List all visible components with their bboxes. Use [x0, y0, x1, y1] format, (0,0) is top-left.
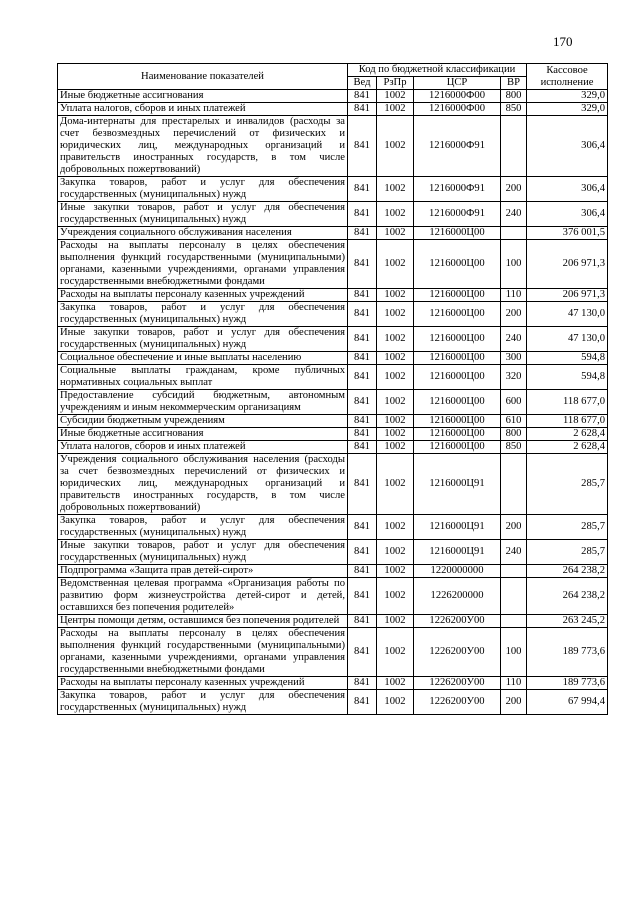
row-amount: 264 238,2	[527, 578, 608, 615]
row-ved: 841	[348, 415, 377, 428]
row-amount: 285,7	[527, 454, 608, 515]
row-rzpr: 1002	[377, 302, 414, 327]
row-vr	[501, 227, 527, 240]
row-name: Расходы на выплаты персоналу казенных учреждений	[58, 289, 348, 302]
table-row	[58, 240, 608, 289]
row-vr: 320	[501, 365, 527, 390]
table-row	[58, 365, 608, 390]
table-row	[58, 615, 608, 628]
row-name: Ведомственная целевая программа «Организация работы по развитию форм жизнеустройства детей-сирот и детей, оставшихся без попечения родителей»	[58, 578, 348, 615]
row-amount: 263 245,2	[527, 615, 608, 628]
row-amount: 67 994,4	[527, 690, 608, 715]
row-amount: 47 130,0	[527, 302, 608, 327]
row-csr: 1226200У00	[414, 690, 501, 715]
header-code-group: Код по бюджетной классификации	[348, 64, 527, 77]
table-row	[58, 628, 608, 677]
header-csr: ЦСР	[414, 77, 501, 90]
row-name: Предоставление субсидий бюджетным, автономным учреждениям и иным некоммерческим организациям	[58, 390, 348, 415]
row-vr: 850	[501, 103, 527, 116]
row-csr: 1216000Ц91	[414, 515, 501, 540]
row-vr: 100	[501, 628, 527, 677]
row-rzpr: 1002	[377, 578, 414, 615]
row-name: Учреждения социального обслуживания населения (расходы за счет безвозмездных перечислений от физических и юридических лиц, международных организаций и правительств иностранных государств, в том числе добровольных пожертвований)	[58, 454, 348, 515]
row-rzpr: 1002	[377, 116, 414, 177]
row-ved: 841	[348, 615, 377, 628]
row-rzpr: 1002	[377, 90, 414, 103]
row-name: Подпрограмма «Защита прав детей-сирот»	[58, 565, 348, 578]
table-row	[58, 454, 608, 515]
row-csr: 1216000Ц91	[414, 540, 501, 565]
row-amount: 2 628,4	[527, 428, 608, 441]
row-csr: 1226200У00	[414, 677, 501, 690]
row-vr: 850	[501, 441, 527, 454]
row-rzpr: 1002	[377, 390, 414, 415]
row-ved: 841	[348, 302, 377, 327]
row-csr: 1226200У00	[414, 615, 501, 628]
row-rzpr: 1002	[377, 227, 414, 240]
row-vr: 110	[501, 677, 527, 690]
row-rzpr: 1002	[377, 415, 414, 428]
table-row	[58, 177, 608, 202]
row-name: Центры помощи детям, оставшимся без попечения родителей	[58, 615, 348, 628]
row-amount: 594,8	[527, 352, 608, 365]
row-amount: 285,7	[527, 515, 608, 540]
row-ved: 841	[348, 202, 377, 227]
row-vr: 240	[501, 202, 527, 227]
row-rzpr: 1002	[377, 365, 414, 390]
row-rzpr: 1002	[377, 628, 414, 677]
row-name: Закупка товаров, работ и услуг для обеспечения государственных (муниципальных) нужд	[58, 302, 348, 327]
row-name: Учреждения социального обслуживания населения	[58, 227, 348, 240]
row-name: Иные бюджетные ассигнования	[58, 428, 348, 441]
row-vr: 800	[501, 90, 527, 103]
table-row	[58, 90, 608, 103]
row-csr: 1216000Ц91	[414, 454, 501, 515]
row-rzpr: 1002	[377, 327, 414, 352]
row-ved: 841	[348, 540, 377, 565]
header-rzpr: РзПр	[377, 77, 414, 90]
row-amount: 329,0	[527, 90, 608, 103]
row-csr: 1216000Ц00	[414, 327, 501, 352]
budget-table	[57, 63, 608, 715]
header-name: Наименование показателей	[58, 64, 348, 90]
row-name: Социальное обеспечение и иные выплаты населению	[58, 352, 348, 365]
row-amount: 594,8	[527, 365, 608, 390]
row-name: Закупка товаров, работ и услуг для обеспечения государственных (муниципальных) нужд	[58, 515, 348, 540]
row-amount: 118 677,0	[527, 415, 608, 428]
row-ved: 841	[348, 628, 377, 677]
row-vr: 610	[501, 415, 527, 428]
row-csr: 1220000000	[414, 565, 501, 578]
row-vr: 200	[501, 177, 527, 202]
row-amount: 306,4	[527, 177, 608, 202]
table-row	[58, 540, 608, 565]
row-csr: 1216000Ц00	[414, 365, 501, 390]
row-vr: 110	[501, 289, 527, 302]
row-ved: 841	[348, 177, 377, 202]
row-name: Закупка товаров, работ и услуг для обеспечения государственных (муниципальных) нужд	[58, 177, 348, 202]
row-amount: 2 628,4	[527, 441, 608, 454]
row-rzpr: 1002	[377, 202, 414, 227]
row-rzpr: 1002	[377, 540, 414, 565]
row-ved: 841	[348, 677, 377, 690]
table-header	[58, 64, 608, 90]
row-ved: 841	[348, 240, 377, 289]
row-name: Иные закупки товаров, работ и услуг для обеспечения государственных (муниципальных) нужд	[58, 540, 348, 565]
table-row	[58, 202, 608, 227]
row-rzpr: 1002	[377, 352, 414, 365]
row-csr: 1216000Ц00	[414, 289, 501, 302]
row-vr	[501, 565, 527, 578]
row-ved: 841	[348, 90, 377, 103]
row-amount: 306,4	[527, 202, 608, 227]
row-name: Иные бюджетные ассигнования	[58, 90, 348, 103]
row-ved: 841	[348, 327, 377, 352]
row-vr: 800	[501, 428, 527, 441]
row-ved: 841	[348, 365, 377, 390]
row-rzpr: 1002	[377, 565, 414, 578]
table-row	[58, 565, 608, 578]
row-vr: 200	[501, 690, 527, 715]
row-name: Социальные выплаты гражданам, кроме публичных нормативных социальных выплат	[58, 365, 348, 390]
row-name: Дома-интернаты для престарелых и инвалидов (расходы за счет безвозмездных перечислений от физических и юридических лиц, международных организаций и правительств иностранных государств, в том числе добровольных пожертвований)	[58, 116, 348, 177]
header-vr: ВР	[501, 77, 527, 90]
table-row	[58, 515, 608, 540]
row-vr: 240	[501, 327, 527, 352]
row-vr	[501, 615, 527, 628]
row-vr: 200	[501, 515, 527, 540]
row-csr: 1226200000	[414, 578, 501, 615]
table-row	[58, 390, 608, 415]
row-ved: 841	[348, 390, 377, 415]
row-name: Уплата налогов, сборов и иных платежей	[58, 441, 348, 454]
row-ved: 841	[348, 515, 377, 540]
row-csr: 1216000Ф91	[414, 177, 501, 202]
header-amount: Кассовое исполнение	[527, 64, 608, 90]
row-rzpr: 1002	[377, 103, 414, 116]
row-name: Расходы на выплаты персоналу в целях обеспечения выполнения функций государственными (муниципальными) органами, казенными учреждениями, органами управления государственными внебюджетными фондами	[58, 628, 348, 677]
row-rzpr: 1002	[377, 289, 414, 302]
row-name: Закупка товаров, работ и услуг для обеспечения государственных (муниципальных) нужд	[58, 690, 348, 715]
row-ved: 841	[348, 690, 377, 715]
row-csr: 1226200У00	[414, 628, 501, 677]
row-ved: 841	[348, 103, 377, 116]
page-number: 170	[553, 34, 573, 49]
table-row	[58, 578, 608, 615]
row-ved: 841	[348, 352, 377, 365]
table-row	[58, 327, 608, 352]
row-csr: 1216000Ц00	[414, 415, 501, 428]
row-name: Уплата налогов, сборов и иных платежей	[58, 103, 348, 116]
table-row	[58, 302, 608, 327]
row-name: Субсидии бюджетным учреждениям	[58, 415, 348, 428]
table-body	[58, 90, 608, 715]
row-amount: 189 773,6	[527, 677, 608, 690]
row-csr: 1216000Ц00	[414, 227, 501, 240]
row-vr	[501, 578, 527, 615]
row-csr: 1216000Ф91	[414, 202, 501, 227]
row-ved: 841	[348, 227, 377, 240]
row-name: Иные закупки товаров, работ и услуг для обеспечения государственных (муниципальных) нужд	[58, 327, 348, 352]
row-vr: 240	[501, 540, 527, 565]
row-name: Иные закупки товаров, работ и услуг для обеспечения государственных (муниципальных) нужд	[58, 202, 348, 227]
row-rzpr: 1002	[377, 677, 414, 690]
row-rzpr: 1002	[377, 515, 414, 540]
row-vr	[501, 116, 527, 177]
row-amount: 206 971,3	[527, 289, 608, 302]
row-ved: 841	[348, 578, 377, 615]
row-ved: 841	[348, 289, 377, 302]
row-rzpr: 1002	[377, 615, 414, 628]
row-rzpr: 1002	[377, 454, 414, 515]
row-amount: 376 001,5	[527, 227, 608, 240]
row-vr	[501, 454, 527, 515]
row-amount: 189 773,6	[527, 628, 608, 677]
row-csr: 1216000Ф00	[414, 103, 501, 116]
table-row	[58, 690, 608, 715]
row-csr: 1216000Ф00	[414, 90, 501, 103]
row-rzpr: 1002	[377, 428, 414, 441]
row-csr: 1216000Ц00	[414, 441, 501, 454]
row-vr: 100	[501, 240, 527, 289]
row-name: Расходы на выплаты персоналу в целях обеспечения выполнения функций государственными (муниципальными) органами, казенными учреждениями, органами управления государственными внебюджетными фондами	[58, 240, 348, 289]
row-amount: 118 677,0	[527, 390, 608, 415]
row-vr: 300	[501, 352, 527, 365]
row-rzpr: 1002	[377, 177, 414, 202]
table-row	[58, 677, 608, 690]
table-row	[58, 415, 608, 428]
table-row	[58, 352, 608, 365]
row-amount: 264 238,2	[527, 565, 608, 578]
table-row	[58, 428, 608, 441]
table-row	[58, 116, 608, 177]
row-csr: 1216000Ц00	[414, 390, 501, 415]
row-rzpr: 1002	[377, 690, 414, 715]
row-csr: 1216000Ц00	[414, 352, 501, 365]
row-amount: 206 971,3	[527, 240, 608, 289]
table-row	[58, 441, 608, 454]
table-row	[58, 227, 608, 240]
row-ved: 841	[348, 454, 377, 515]
row-vr: 200	[501, 302, 527, 327]
row-csr: 1216000Ф91	[414, 116, 501, 177]
row-ved: 841	[348, 441, 377, 454]
row-amount: 47 130,0	[527, 327, 608, 352]
row-ved: 841	[348, 565, 377, 578]
row-rzpr: 1002	[377, 240, 414, 289]
table-row	[58, 103, 608, 116]
row-csr: 1216000Ц00	[414, 428, 501, 441]
row-vr: 600	[501, 390, 527, 415]
table-row	[58, 289, 608, 302]
row-ved: 841	[348, 116, 377, 177]
row-name: Расходы на выплаты персоналу казенных учреждений	[58, 677, 348, 690]
row-csr: 1216000Ц00	[414, 302, 501, 327]
row-amount: 285,7	[527, 540, 608, 565]
header-ved: Вед	[348, 77, 377, 90]
row-amount: 306,4	[527, 116, 608, 177]
row-amount: 329,0	[527, 103, 608, 116]
row-ved: 841	[348, 428, 377, 441]
row-rzpr: 1002	[377, 441, 414, 454]
row-csr: 1216000Ц00	[414, 240, 501, 289]
